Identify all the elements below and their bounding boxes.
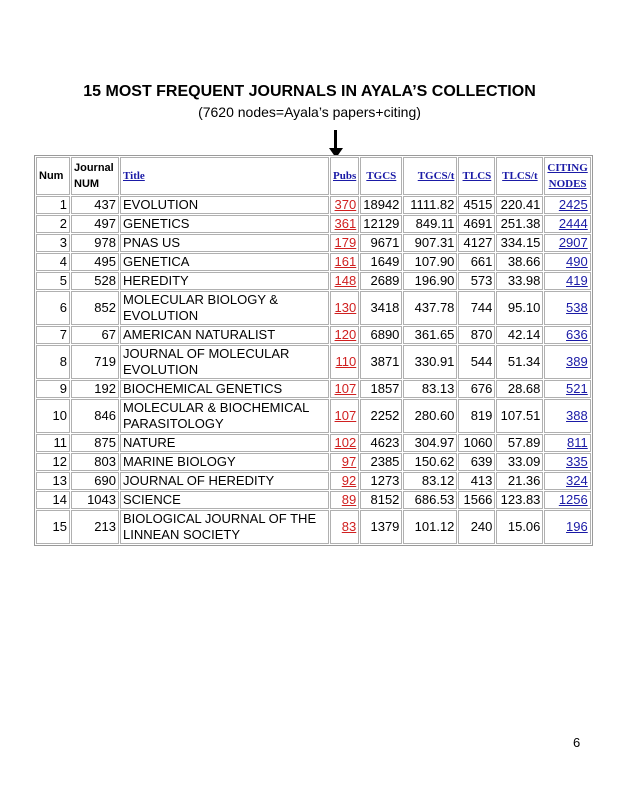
journal-num-cell: 528 [71, 272, 119, 290]
tlcs-cell: 240 [458, 510, 495, 544]
header-tlcs-link[interactable]: TLCS [458, 157, 495, 195]
tgcs-t-cell: 304.97 [403, 434, 457, 452]
header-tgcs-t-link[interactable]: TGCS/t [403, 157, 457, 195]
header-num: Num [36, 157, 70, 195]
tlcs-cell: 870 [458, 326, 495, 344]
journal-num-cell: 213 [71, 510, 119, 544]
journal-title-cell: GENETICS [120, 215, 329, 233]
journal-title-cell: AMERICAN NATURALIST [120, 326, 329, 344]
header-tlcs-t-link[interactable]: TLCS/t [496, 157, 543, 195]
tlcs-cell: 4515 [458, 196, 495, 214]
journal-num-cell: 719 [71, 345, 119, 379]
citing-nodes-link[interactable]: 2425 [544, 196, 590, 214]
pubs-link[interactable]: 102 [330, 434, 359, 452]
pubs-link[interactable]: 179 [330, 234, 359, 252]
tgcs-cell: 4623 [360, 434, 402, 452]
tgcs-cell: 9671 [360, 234, 402, 252]
journal-title-cell: JOURNAL OF MOLECULAR EVOLUTION [120, 345, 329, 379]
table-row [36, 196, 591, 214]
row-num-cell: 6 [36, 291, 70, 325]
tlcs-cell: 1566 [458, 491, 495, 509]
table-row [36, 234, 591, 252]
journal-title-cell: MARINE BIOLOGY [120, 453, 329, 471]
pubs-link[interactable]: 89 [330, 491, 359, 509]
pubs-link[interactable]: 361 [330, 215, 359, 233]
table-row [36, 453, 591, 471]
row-num-cell: 5 [36, 272, 70, 290]
tgcs-t-cell: 196.90 [403, 272, 457, 290]
journal-title-cell: MOLECULAR & BIOCHEMICAL PARASITOLOGY [120, 399, 329, 433]
citing-nodes-link[interactable]: 324 [544, 472, 590, 490]
tgcs-cell: 2689 [360, 272, 402, 290]
journal-title-cell: BIOLOGICAL JOURNAL OF THE LINNEAN SOCIETY [120, 510, 329, 544]
row-num-cell: 4 [36, 253, 70, 271]
tgcs-t-cell: 330.91 [403, 345, 457, 379]
citing-nodes-link[interactable]: 388 [544, 399, 590, 433]
table-row [36, 380, 591, 398]
tgcs-t-cell: 83.12 [403, 472, 457, 490]
header-title-link[interactable]: Title [120, 157, 329, 195]
citing-nodes-link[interactable]: 2907 [544, 234, 590, 252]
tlcs-t-cell: 38.66 [496, 253, 543, 271]
tlcs-cell: 413 [458, 472, 495, 490]
row-num-cell: 13 [36, 472, 70, 490]
citing-nodes-link[interactable]: 636 [544, 326, 590, 344]
tgcs-t-cell: 83.13 [403, 380, 457, 398]
row-num-cell: 3 [36, 234, 70, 252]
citing-nodes-link[interactable]: 490 [544, 253, 590, 271]
row-num-cell: 14 [36, 491, 70, 509]
pubs-link[interactable]: 92 [330, 472, 359, 490]
tlcs-cell: 661 [458, 253, 495, 271]
table-row [36, 510, 591, 544]
pubs-link[interactable]: 120 [330, 326, 359, 344]
pubs-link[interactable]: 148 [330, 272, 359, 290]
header-citing-nodes-link[interactable]: CITING NODES [544, 157, 590, 195]
tgcs-cell: 12129 [360, 215, 402, 233]
citing-nodes-link[interactable]: 538 [544, 291, 590, 325]
pubs-link[interactable]: 83 [330, 510, 359, 544]
page-number: 6 [573, 735, 581, 750]
table-row [36, 253, 591, 271]
tgcs-cell: 8152 [360, 491, 402, 509]
tgcs-cell: 1857 [360, 380, 402, 398]
journal-title-cell: PNAS US [120, 234, 329, 252]
row-num-cell: 1 [36, 196, 70, 214]
tlcs-t-cell: 33.98 [496, 272, 543, 290]
journals-table [34, 155, 593, 546]
tgcs-t-cell: 686.53 [403, 491, 457, 509]
tgcs-t-cell: 280.60 [403, 399, 457, 433]
tlcs-cell: 4691 [458, 215, 495, 233]
tgcs-t-cell: 107.90 [403, 253, 457, 271]
tlcs-t-cell: 123.83 [496, 491, 543, 509]
header-journal-num: Journal NUM [71, 157, 119, 195]
tlcs-t-cell: 51.34 [496, 345, 543, 379]
tgcs-cell: 2252 [360, 399, 402, 433]
header-pubs-link[interactable]: Pubs [330, 157, 359, 195]
tgcs-cell: 18942 [360, 196, 402, 214]
pubs-link[interactable]: 107 [330, 380, 359, 398]
header-tgcs-link[interactable]: TGCS [360, 157, 402, 195]
tlcs-t-cell: 95.10 [496, 291, 543, 325]
table-row [36, 345, 591, 379]
tlcs-t-cell: 42.14 [496, 326, 543, 344]
tlcs-cell: 744 [458, 291, 495, 325]
tgcs-t-cell: 101.12 [403, 510, 457, 544]
pubs-link[interactable]: 130 [330, 291, 359, 325]
tlcs-cell: 676 [458, 380, 495, 398]
tgcs-t-cell: 1111.82 [403, 196, 457, 214]
tlcs-t-cell: 334.15 [496, 234, 543, 252]
pubs-link[interactable]: 161 [330, 253, 359, 271]
journal-num-cell: 1043 [71, 491, 119, 509]
tgcs-t-cell: 849.11 [403, 215, 457, 233]
citing-nodes-link[interactable]: 389 [544, 345, 590, 379]
tlcs-t-cell: 107.51 [496, 399, 543, 433]
pubs-link[interactable]: 370 [330, 196, 359, 214]
tlcs-t-cell: 33.09 [496, 453, 543, 471]
tlcs-t-cell: 15.06 [496, 510, 543, 544]
citing-nodes-link[interactable]: 419 [544, 272, 590, 290]
tlcs-t-cell: 21.36 [496, 472, 543, 490]
citing-nodes-link[interactable]: 521 [544, 380, 590, 398]
journal-title-cell: MOLECULAR BIOLOGY & EVOLUTION [120, 291, 329, 325]
table-row [36, 434, 591, 452]
journal-title-cell: JOURNAL OF HEREDITY [120, 472, 329, 490]
row-num-cell: 12 [36, 453, 70, 471]
page-subtitle: (7620 nodes=Ayala’s papers+citing) [198, 104, 421, 120]
journal-num-cell: 803 [71, 453, 119, 471]
tgcs-cell: 2385 [360, 453, 402, 471]
tlcs-t-cell: 57.89 [496, 434, 543, 452]
citing-nodes-link[interactable]: 1256 [544, 491, 590, 509]
tlcs-cell: 1060 [458, 434, 495, 452]
pubs-link[interactable]: 110 [330, 345, 359, 379]
pubs-link[interactable]: 107 [330, 399, 359, 433]
table-row [36, 215, 591, 233]
tgcs-cell: 6890 [360, 326, 402, 344]
table-row [36, 272, 591, 290]
journal-title-cell: SCIENCE [120, 491, 329, 509]
tlcs-cell: 573 [458, 272, 495, 290]
journal-num-cell: 437 [71, 196, 119, 214]
table-row [36, 326, 591, 344]
journal-num-cell: 852 [71, 291, 119, 325]
row-num-cell: 8 [36, 345, 70, 379]
journal-num-cell: 497 [71, 215, 119, 233]
tgcs-cell: 3871 [360, 345, 402, 379]
tgcs-t-cell: 361.65 [403, 326, 457, 344]
row-num-cell: 9 [36, 380, 70, 398]
citing-nodes-link[interactable]: 2444 [544, 215, 590, 233]
table-row [36, 491, 591, 509]
citing-nodes-link[interactable]: 811 [544, 434, 590, 452]
table-row [36, 472, 591, 490]
journal-title-cell: HEREDITY [120, 272, 329, 290]
tlcs-t-cell: 220.41 [496, 196, 543, 214]
journal-title-cell: GENETICA [120, 253, 329, 271]
row-num-cell: 10 [36, 399, 70, 433]
tlcs-cell: 4127 [458, 234, 495, 252]
row-num-cell: 2 [36, 215, 70, 233]
tgcs-t-cell: 437.78 [403, 291, 457, 325]
journal-num-cell: 875 [71, 434, 119, 452]
citing-nodes-link[interactable]: 196 [544, 510, 590, 544]
tgcs-cell: 3418 [360, 291, 402, 325]
tgcs-cell: 1649 [360, 253, 402, 271]
journal-title-cell: EVOLUTION [120, 196, 329, 214]
journal-title-cell: BIOCHEMICAL GENETICS [120, 380, 329, 398]
journal-num-cell: 495 [71, 253, 119, 271]
tlcs-cell: 819 [458, 399, 495, 433]
journal-num-cell: 978 [71, 234, 119, 252]
table-row [36, 399, 591, 433]
tlcs-t-cell: 28.68 [496, 380, 543, 398]
page-title: 15 MOST FREQUENT JOURNALS IN AYALA’S COLLECTION [83, 83, 536, 100]
pubs-link[interactable]: 97 [330, 453, 359, 471]
tlcs-t-cell: 251.38 [496, 215, 543, 233]
tgcs-t-cell: 150.62 [403, 453, 457, 471]
citing-nodes-link[interactable]: 335 [544, 453, 590, 471]
tgcs-cell: 1273 [360, 472, 402, 490]
table-header-row [36, 157, 591, 195]
tlcs-cell: 544 [458, 345, 495, 379]
tgcs-cell: 1379 [360, 510, 402, 544]
row-num-cell: 15 [36, 510, 70, 544]
row-num-cell: 11 [36, 434, 70, 452]
journal-num-cell: 846 [71, 399, 119, 433]
journal-num-cell: 192 [71, 380, 119, 398]
journal-num-cell: 67 [71, 326, 119, 344]
table-row [36, 291, 591, 325]
journal-title-cell: NATURE [120, 434, 329, 452]
journal-num-cell: 690 [71, 472, 119, 490]
tgcs-t-cell: 907.31 [403, 234, 457, 252]
row-num-cell: 7 [36, 326, 70, 344]
tlcs-cell: 639 [458, 453, 495, 471]
